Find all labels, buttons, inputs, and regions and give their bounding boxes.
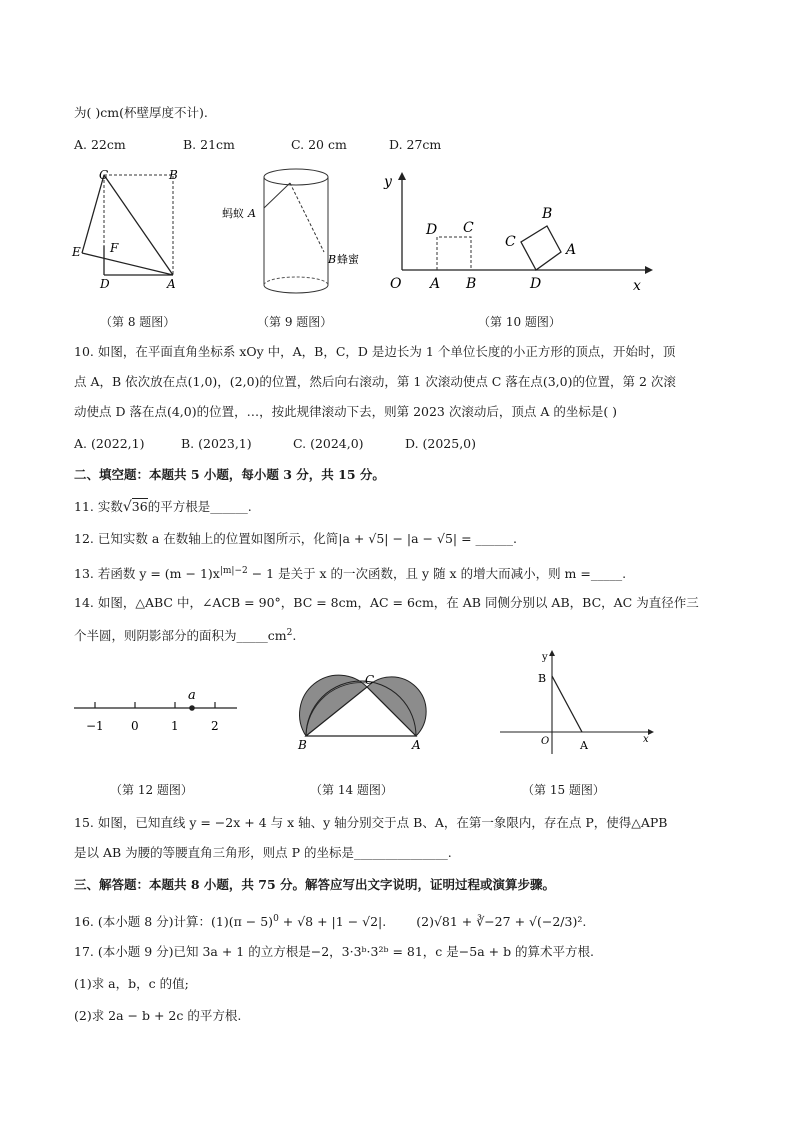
q10-option-a: A. (2022,1) (74, 436, 145, 451)
q16-text (74, 910, 586, 931)
q16-part-1-rest: + √8 + |1 − √2|. (278, 914, 387, 930)
section-2-heading: 二、填空题：本题共 5 小题，每小题 3 分，共 15 分。 (74, 467, 385, 482)
fig14-caption: （第 14 题图） (310, 783, 393, 797)
fig15-label-b: B (538, 672, 547, 685)
q12-prefix: 12. 已知实数 a 在数轴上的位置如图所示，化简 (74, 531, 339, 546)
q14-line-1: 14. 如图，△ABC 中，∠ACB = 90°，BC = 8cm，AC = 6cm，在 AB 同侧分别以 AB，BC，AC 为直径作三 (74, 595, 699, 610)
q15-line-2: 是以 AB 为腰的等腰直角三角形，则点 P 的坐标是_______________. (74, 845, 452, 860)
fig10-label-d2: D (530, 276, 542, 292)
fig10-label-c1: C (463, 220, 474, 236)
fig12-number-line (72, 688, 242, 748)
q10-option-c: C. (2024,0) (293, 436, 364, 451)
fig8-label-d: D (100, 277, 110, 291)
fig10-label-y: y (384, 174, 392, 190)
fig10-caption: （第 10 题图） (478, 315, 561, 329)
fig15-label-y: y (542, 652, 548, 663)
q11-suffix: 的平方根是______. (147, 499, 252, 514)
fig12-tick-neg1: −1 (86, 719, 104, 733)
fig10-diagram (380, 168, 660, 298)
q15-line-1: 15. 如图，已知直线 y = −2x + 4 与 x 轴、y 轴分别交于点 B、A，在第一象限内，存在点 P，使得△APB (74, 815, 668, 830)
fig8-label-f: F (110, 241, 119, 255)
q17-line-2: (1)求 a，b，c 的值; (74, 976, 189, 991)
fig9-point-b: B (328, 253, 337, 266)
q9-option-a: A. 22cm (74, 137, 126, 152)
fig14-diagram (292, 668, 442, 758)
q12-suffix: ______. (471, 531, 518, 546)
fig9-point-a: A (248, 207, 256, 220)
fig8-label-b: B (169, 168, 178, 182)
q12-text (74, 530, 517, 548)
q16-part-1: 16. (本小题 8 分)计算：(1)(π − 5) (74, 914, 274, 930)
fig8-label-c: C (99, 168, 109, 182)
q10-line-3: 动使点 D 落在点(4,0)的位置，…，按此规律滚动下去，则第 2023 次滚动后，顶点 A 的坐标是( ) (74, 404, 618, 419)
q17-line-3: (2)求 2a − b + 2c 的平方根. (74, 1008, 242, 1023)
fig10-label-b2: B (542, 206, 553, 222)
q10-line-1: 10. 如图，在平面直角坐标系 xOy 中，A，B，C，D 是边长为 1 个单位长度的小正方形的顶点，开始时，顶 (74, 344, 676, 359)
fig14-label-c: C (365, 673, 375, 687)
q14-line-2 (74, 624, 296, 645)
fig10-label-b1: B (466, 276, 477, 292)
section-3-heading: 三、解答题：本题共 8 小题，共 75 分。解答应写出文字说明，证明过程或演算步骤。 (74, 877, 556, 892)
fig12-tick-0: 0 (131, 719, 139, 733)
q9-tail-text: 为( )cm(杯壁厚度不计). (74, 105, 208, 120)
fig15-caption: （第 15 题图） (522, 783, 605, 797)
fig9-diagram (220, 160, 360, 305)
fig10-label-o: O (390, 276, 402, 292)
fig14-label-b: B (298, 738, 307, 752)
fig12-tick-1: 1 (171, 719, 179, 733)
fig10-label-d1: D (426, 222, 438, 238)
q14-line-2-end: . (292, 628, 297, 644)
q11-text (74, 498, 252, 516)
q16-part-2: (2)√81 + ∛−27 + √(−2/3)². (416, 914, 587, 930)
fig8-caption: （第 8 题图） (100, 315, 176, 329)
fig10-label-a2: A (566, 242, 577, 258)
fig12-point-a: a (188, 688, 196, 703)
q13-suffix: − 1 是关于 x 的一次函数，且 y 随 x 的增大而减小，则 m =_____. (247, 566, 627, 582)
q10-option-b: B. (2023,1) (181, 436, 252, 451)
q17-line-1: 17. (本小题 9 分)已知 3a + 1 的立方根是−2，3·3ᵇ·3²ᵇ = 81，c 是−5a + b 的算术平方根. (74, 944, 595, 959)
fig10-label-c2: C (505, 234, 516, 250)
fig15-diagram (500, 648, 660, 758)
q9-option-b: B. 21cm (183, 137, 235, 152)
fig10-label-a1: A (430, 276, 441, 292)
q16-exponent: 0 (273, 914, 279, 924)
q12-expression: |a + √5| − |a − √5| = (338, 531, 472, 546)
q11-radical: √36 (122, 499, 148, 515)
q11-prefix: 11. 实数 (74, 499, 123, 514)
fig12-tick-2: 2 (211, 719, 219, 733)
q10-line-2: 点 A，B 依次放在点(1,0)，(2,0)的位置，然后向右滚动，第 1 次滚动使点 C 落在点(3,0)的位置，第 2 次滚 (74, 374, 676, 389)
fig9-caption: （第 9 题图） (257, 315, 333, 329)
q10-option-d: D. (2025,0) (405, 436, 477, 451)
fig10-label-x: x (633, 278, 641, 294)
q13-text (74, 562, 626, 583)
fig8-diagram (70, 165, 190, 295)
fig14-label-a: A (412, 738, 421, 752)
fig9-honey-label: 蜂蜜 (337, 253, 359, 266)
fig15-label-a: A (580, 739, 588, 752)
fig12-caption: （第 12 题图） (110, 783, 193, 797)
q13-prefix: 13. 若函数 y = (m − 1)x (74, 566, 220, 582)
q11-radicand: 36 (131, 499, 148, 514)
fig15-label-o: O (541, 736, 550, 747)
fig8-label-a: A (167, 277, 176, 291)
fig9-ant-label: 蚂蚁 (222, 207, 244, 220)
q13-exponent: |m|−2 (219, 566, 248, 576)
fig8-label-e: E (72, 245, 81, 259)
q9-option-c: C. 20 cm (291, 137, 347, 152)
q9-option-d: D. 27cm (389, 137, 442, 152)
q14-line-2-sup: 2 (286, 628, 293, 638)
fig15-label-x: x (643, 734, 649, 745)
q14-line-2-text: 个半圆，则阴影部分的面积为_____cm (74, 628, 287, 644)
